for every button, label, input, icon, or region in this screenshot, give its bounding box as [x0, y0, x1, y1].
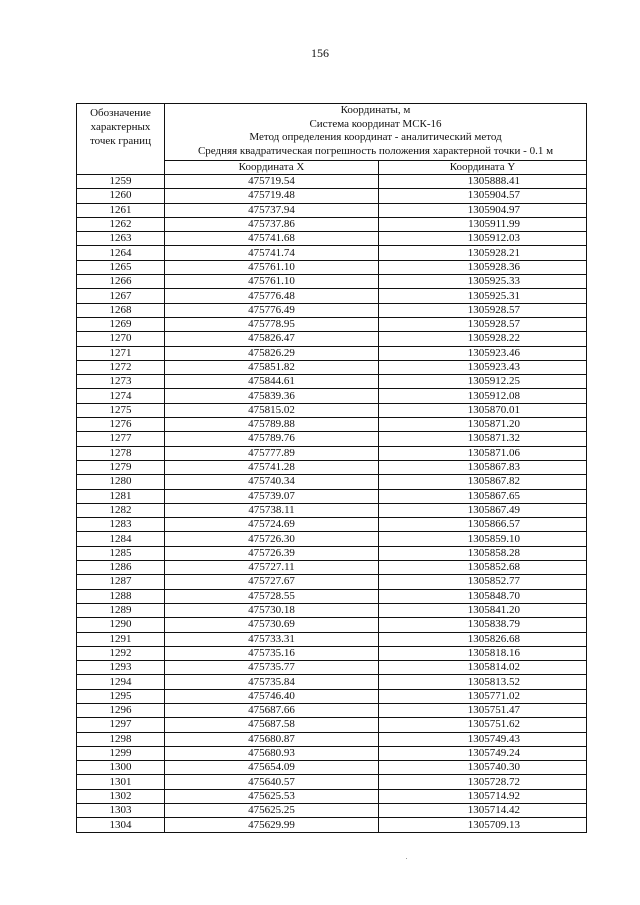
point-number-cell: 1266	[77, 275, 165, 289]
table-row	[77, 618, 587, 632]
x-coordinate-cell: 475776.48	[165, 289, 379, 303]
x-coordinate-cell: 475680.87	[165, 732, 379, 746]
y-coordinate-cell: 1305888.41	[379, 175, 587, 189]
point-number-cell: 1277	[77, 432, 165, 446]
y-coordinate-cell: 1305923.43	[379, 360, 587, 374]
table-row	[77, 561, 587, 575]
y-coordinate-cell: 1305904.57	[379, 189, 587, 203]
x-coordinate-cell: 475654.09	[165, 761, 379, 775]
point-number-cell: 1296	[77, 703, 165, 717]
y-coordinate-cell: 1305826.68	[379, 632, 587, 646]
header-line: Система координат МСК-16	[309, 117, 442, 130]
x-coordinate-cell: 475815.02	[165, 403, 379, 417]
point-number-cell: 1263	[77, 232, 165, 246]
table-row	[77, 532, 587, 546]
table-row	[77, 389, 587, 403]
y-coordinate-cell: 1305740.30	[379, 761, 587, 775]
y-coordinate-cell: 1305871.32	[379, 432, 587, 446]
table-row	[77, 289, 587, 303]
point-number-cell: 1293	[77, 661, 165, 675]
y-coordinate-cell: 1305867.49	[379, 503, 587, 517]
x-coordinate-cell: 475724.69	[165, 518, 379, 532]
table-row	[77, 546, 587, 560]
y-coordinate-cell: 1305771.02	[379, 689, 587, 703]
table-row	[77, 703, 587, 717]
table-row	[77, 246, 587, 260]
y-coordinate-cell: 1305751.62	[379, 718, 587, 732]
y-coordinate-cell: 1305904.97	[379, 203, 587, 217]
table-row	[77, 203, 587, 217]
point-number-cell: 1259	[77, 175, 165, 189]
table-row	[77, 189, 587, 203]
x-coordinate-cell: 475735.77	[165, 661, 379, 675]
table-row	[77, 375, 587, 389]
y-coordinate-header: Координата Y	[379, 160, 587, 174]
x-coordinate-header: Координата X	[165, 160, 379, 174]
x-coordinate-cell: 475730.18	[165, 603, 379, 617]
table-row	[77, 732, 587, 746]
table-row	[77, 360, 587, 374]
y-coordinate-cell: 1305838.79	[379, 618, 587, 632]
point-number-cell: 1288	[77, 589, 165, 603]
table-row	[77, 489, 587, 503]
point-number-cell: 1297	[77, 718, 165, 732]
header-line: Средняя квадратическая погрешность положения характерной точки - 0.1 м	[197, 144, 554, 157]
point-number-cell: 1304	[77, 818, 165, 832]
point-number-cell: 1301	[77, 775, 165, 789]
point-number-cell: 1280	[77, 475, 165, 489]
y-coordinate-cell: 1305928.22	[379, 332, 587, 346]
y-coordinate-cell: 1305911.99	[379, 217, 587, 231]
point-number-cell: 1289	[77, 603, 165, 617]
x-coordinate-cell: 475735.84	[165, 675, 379, 689]
table-row	[77, 789, 587, 803]
x-coordinate-cell: 475741.28	[165, 460, 379, 474]
x-coordinate-cell: 475640.57	[165, 775, 379, 789]
y-coordinate-cell: 1305841.20	[379, 603, 587, 617]
x-coordinate-cell: 475776.49	[165, 303, 379, 317]
point-number-cell: 1262	[77, 217, 165, 231]
table-row	[77, 518, 587, 532]
y-coordinate-cell: 1305749.24	[379, 746, 587, 760]
point-number-cell: 1294	[77, 675, 165, 689]
x-coordinate-cell: 475746.40	[165, 689, 379, 703]
x-coordinate-cell: 475789.88	[165, 418, 379, 432]
y-coordinate-cell: 1305858.28	[379, 546, 587, 560]
table-row	[77, 775, 587, 789]
point-number-cell: 1303	[77, 804, 165, 818]
point-number-cell: 1261	[77, 203, 165, 217]
point-number-cell: 1285	[77, 546, 165, 560]
point-number-cell: 1279	[77, 460, 165, 474]
coordinates-table	[76, 103, 587, 833]
x-coordinate-cell: 475719.48	[165, 189, 379, 203]
y-coordinate-cell: 1305925.33	[379, 275, 587, 289]
x-coordinate-cell: 475737.94	[165, 203, 379, 217]
point-number-cell: 1278	[77, 446, 165, 460]
table-row	[77, 746, 587, 760]
x-coordinate-cell: 475629.99	[165, 818, 379, 832]
coordinates-header	[165, 104, 587, 161]
y-coordinate-cell: 1305928.21	[379, 246, 587, 260]
x-coordinate-cell: 475789.76	[165, 432, 379, 446]
y-coordinate-cell: 1305867.83	[379, 460, 587, 474]
y-coordinate-cell: 1305928.36	[379, 260, 587, 274]
y-coordinate-cell: 1305867.82	[379, 475, 587, 489]
point-number-cell: 1270	[77, 332, 165, 346]
header-row	[77, 104, 587, 161]
point-number-cell: 1268	[77, 303, 165, 317]
x-coordinate-cell: 475625.25	[165, 804, 379, 818]
x-coordinate-cell: 475735.16	[165, 646, 379, 660]
page-number: 156	[311, 46, 329, 60]
table-row	[77, 603, 587, 617]
x-coordinate-cell: 475761.10	[165, 275, 379, 289]
y-coordinate-cell: 1305928.57	[379, 303, 587, 317]
header-line: Координаты, м	[340, 104, 411, 116]
point-designation-header: Обозначение характерных точек границ	[77, 104, 165, 175]
x-coordinate-cell: 475738.11	[165, 503, 379, 517]
y-coordinate-cell: 1305871.06	[379, 446, 587, 460]
table-row	[77, 689, 587, 703]
x-coordinate-cell: 475727.11	[165, 561, 379, 575]
table-row	[77, 432, 587, 446]
y-coordinate-cell: 1305728.72	[379, 775, 587, 789]
y-coordinate-cell: 1305866.57	[379, 518, 587, 532]
table-row	[77, 175, 587, 189]
table-row	[77, 475, 587, 489]
point-number-cell: 1269	[77, 317, 165, 331]
x-coordinate-cell: 475719.54	[165, 175, 379, 189]
point-number-cell: 1302	[77, 789, 165, 803]
table-row	[77, 718, 587, 732]
x-coordinate-cell: 475737.86	[165, 217, 379, 231]
x-coordinate-cell: 475761.10	[165, 260, 379, 274]
table-body	[77, 175, 587, 833]
x-coordinate-cell: 475740.34	[165, 475, 379, 489]
table-row	[77, 818, 587, 832]
y-coordinate-cell: 1305912.08	[379, 389, 587, 403]
point-number-cell: 1264	[77, 246, 165, 260]
y-coordinate-cell: 1305813.52	[379, 675, 587, 689]
point-number-cell: 1299	[77, 746, 165, 760]
table-row	[77, 661, 587, 675]
point-number-cell: 1281	[77, 489, 165, 503]
point-number-cell: 1267	[77, 289, 165, 303]
table-row	[77, 418, 587, 432]
table-row	[77, 575, 587, 589]
x-coordinate-cell: 475726.39	[165, 546, 379, 560]
x-coordinate-cell: 475625.53	[165, 789, 379, 803]
x-coordinate-cell: 475733.31	[165, 632, 379, 646]
x-coordinate-cell: 475844.61	[165, 375, 379, 389]
table-row	[77, 804, 587, 818]
point-number-cell: 1274	[77, 389, 165, 403]
x-coordinate-cell: 475778.95	[165, 317, 379, 331]
point-number-cell: 1276	[77, 418, 165, 432]
x-coordinate-cell: 475839.36	[165, 389, 379, 403]
y-coordinate-cell: 1305871.20	[379, 418, 587, 432]
y-coordinate-cell: 1305714.92	[379, 789, 587, 803]
header-line: Метод определения координат - аналитический метод	[249, 131, 502, 143]
table-row	[77, 460, 587, 474]
table-row	[77, 275, 587, 289]
point-number-cell: 1292	[77, 646, 165, 660]
point-number-cell: 1275	[77, 403, 165, 417]
point-number-cell: 1271	[77, 346, 165, 360]
point-number-cell: 1265	[77, 260, 165, 274]
table-row	[77, 317, 587, 331]
point-number-cell: 1260	[77, 189, 165, 203]
x-coordinate-cell: 475739.07	[165, 489, 379, 503]
y-coordinate-cell: 1305912.25	[379, 375, 587, 389]
y-coordinate-cell: 1305818.16	[379, 646, 587, 660]
x-coordinate-cell: 475726.30	[165, 532, 379, 546]
x-coordinate-cell: 475826.29	[165, 346, 379, 360]
table-row	[77, 589, 587, 603]
y-coordinate-cell: 1305925.31	[379, 289, 587, 303]
point-number-cell: 1287	[77, 575, 165, 589]
point-number-cell: 1291	[77, 632, 165, 646]
table-row	[77, 675, 587, 689]
y-coordinate-cell: 1305870.01	[379, 403, 587, 417]
y-coordinate-cell: 1305928.57	[379, 317, 587, 331]
point-number-cell: 1295	[77, 689, 165, 703]
point-number-cell: 1273	[77, 375, 165, 389]
y-coordinate-cell: 1305714.42	[379, 804, 587, 818]
y-coordinate-cell: 1305859.10	[379, 532, 587, 546]
x-coordinate-cell: 475727.67	[165, 575, 379, 589]
y-coordinate-cell: 1305709.13	[379, 818, 587, 832]
x-coordinate-cell: 475728.55	[165, 589, 379, 603]
x-coordinate-cell: 475741.74	[165, 246, 379, 260]
x-coordinate-cell: 475741.68	[165, 232, 379, 246]
y-coordinate-cell: 1305848.70	[379, 589, 587, 603]
x-coordinate-cell: 475687.66	[165, 703, 379, 717]
x-coordinate-cell: 475680.93	[165, 746, 379, 760]
y-coordinate-cell: 1305749.43	[379, 732, 587, 746]
table-row	[77, 332, 587, 346]
table-row	[77, 346, 587, 360]
table-row	[77, 260, 587, 274]
x-coordinate-cell: 475687.58	[165, 718, 379, 732]
table-row	[77, 446, 587, 460]
table-row	[77, 303, 587, 317]
table-row	[77, 503, 587, 517]
point-number-cell: 1298	[77, 732, 165, 746]
y-coordinate-cell: 1305867.65	[379, 489, 587, 503]
point-number-cell: 1284	[77, 532, 165, 546]
point-number-cell: 1282	[77, 503, 165, 517]
y-coordinate-cell: 1305751.47	[379, 703, 587, 717]
x-coordinate-cell: 475730.69	[165, 618, 379, 632]
table-row	[77, 217, 587, 231]
table-row	[77, 403, 587, 417]
y-coordinate-cell: 1305814.02	[379, 661, 587, 675]
table-row	[77, 761, 587, 775]
y-coordinate-cell: 1305852.68	[379, 561, 587, 575]
y-coordinate-cell: 1305852.77	[379, 575, 587, 589]
x-coordinate-cell: 475851.82	[165, 360, 379, 374]
x-coordinate-cell: 475826.47	[165, 332, 379, 346]
table-header	[77, 104, 587, 175]
x-coordinate-cell: 475777.89	[165, 446, 379, 460]
y-coordinate-cell: 1305923.46	[379, 346, 587, 360]
point-number-cell: 1286	[77, 561, 165, 575]
point-number-cell: 1283	[77, 518, 165, 532]
table-row	[77, 632, 587, 646]
table-row	[77, 646, 587, 660]
point-number-cell: 1272	[77, 360, 165, 374]
y-coordinate-cell: 1305912.03	[379, 232, 587, 246]
scan-speck	[406, 858, 407, 859]
table-row	[77, 232, 587, 246]
point-number-cell: 1290	[77, 618, 165, 632]
point-number-cell: 1300	[77, 761, 165, 775]
